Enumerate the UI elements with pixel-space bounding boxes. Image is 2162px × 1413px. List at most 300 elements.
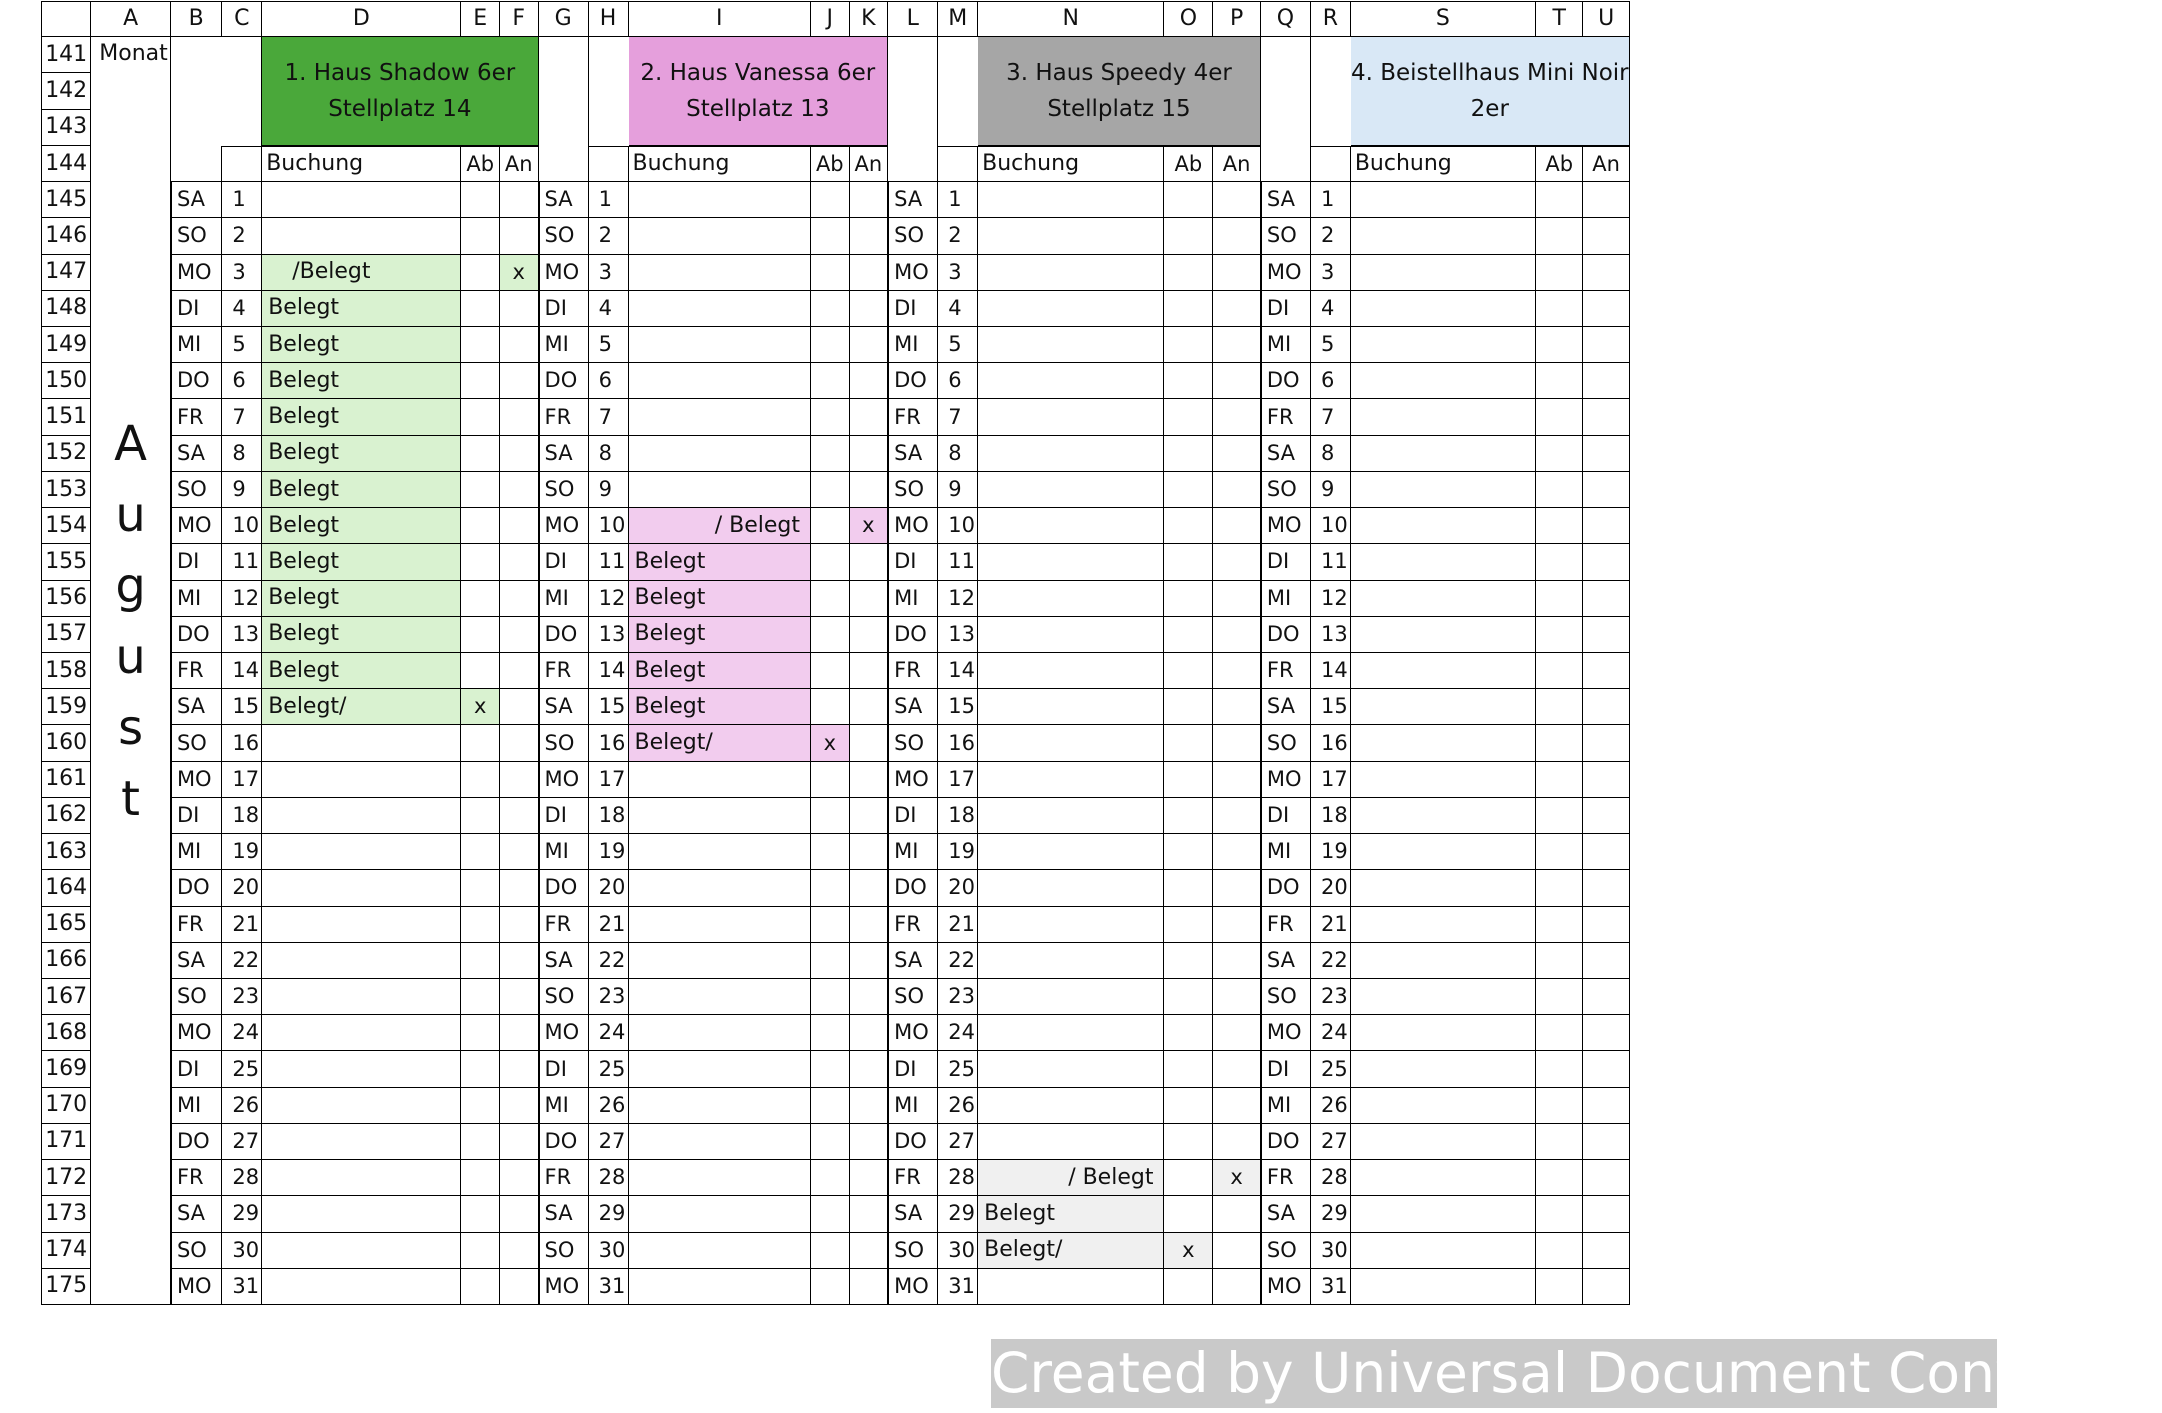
booking-cell[interactable] [1351, 363, 1536, 399]
booking-cell[interactable] [262, 1160, 461, 1196]
row-header-159[interactable]: 159 [41, 689, 91, 725]
arrival-cell[interactable] [1213, 218, 1261, 254]
weekday-cell[interactable]: DI [539, 291, 589, 327]
day-number-cell[interactable]: 20 [938, 870, 978, 906]
weekday-cell[interactable]: MI [888, 327, 938, 363]
column-header-p[interactable]: P [1213, 1, 1261, 37]
arrival-cell[interactable] [1583, 1160, 1629, 1196]
arrival-cell[interactable] [1213, 1196, 1261, 1232]
booking-cell[interactable] [262, 907, 461, 943]
select-all-corner[interactable] [41, 1, 91, 37]
day-number-cell[interactable]: 3 [222, 255, 262, 291]
departure-cell[interactable] [461, 979, 500, 1015]
booking-cell[interactable]: Belegt [629, 617, 812, 653]
departure-cell[interactable] [811, 1160, 850, 1196]
arrival-cell[interactable] [1583, 1124, 1629, 1160]
departure-cell[interactable] [1536, 1051, 1584, 1087]
weekday-cell[interactable]: SO [171, 725, 222, 761]
departure-cell[interactable] [461, 581, 500, 617]
day-number-cell[interactable]: 3 [1311, 255, 1351, 291]
weekday-cell[interactable]: SA [171, 436, 222, 472]
departure-cell[interactable]: x [811, 725, 850, 761]
departure-cell[interactable] [1164, 1160, 1213, 1196]
arrival-cell[interactable] [500, 762, 539, 798]
arrival-cell[interactable] [500, 943, 539, 979]
day-number-cell[interactable]: 29 [1311, 1196, 1351, 1232]
day-number-cell[interactable]: 9 [938, 472, 978, 508]
booking-cell[interactable] [629, 436, 812, 472]
departure-cell[interactable] [1164, 834, 1213, 870]
arrival-cell[interactable] [1583, 689, 1629, 725]
day-number-cell[interactable]: 4 [222, 291, 262, 327]
arrival-cell[interactable] [1213, 689, 1261, 725]
departure-cell[interactable] [811, 508, 850, 544]
departure-cell[interactable] [811, 182, 850, 218]
weekday-cell[interactable]: DI [888, 1051, 938, 1087]
weekday-cell[interactable]: DO [539, 1124, 589, 1160]
column-header-o[interactable]: O [1164, 1, 1213, 37]
row-header-158[interactable]: 158 [41, 653, 91, 689]
booking-cell[interactable]: Belegt [262, 617, 461, 653]
day-number-cell[interactable]: 2 [222, 218, 262, 254]
day-number-cell[interactable]: 8 [1311, 436, 1351, 472]
row-header-164[interactable]: 164 [41, 870, 91, 906]
booking-cell[interactable] [1351, 689, 1536, 725]
arrival-cell[interactable] [1583, 291, 1629, 327]
arrival-cell[interactable] [1583, 436, 1629, 472]
departure-cell[interactable] [461, 834, 500, 870]
row-header-141[interactable]: 141 [41, 37, 91, 73]
departure-cell[interactable] [461, 255, 500, 291]
booking-cell[interactable] [1351, 1088, 1536, 1124]
weekday-cell[interactable]: MO [171, 1015, 222, 1051]
weekday-cell[interactable]: DO [171, 870, 222, 906]
departure-cell[interactable] [1164, 762, 1213, 798]
departure-cell[interactable] [1536, 255, 1584, 291]
column-header-b[interactable]: B [171, 1, 222, 37]
arrival-cell[interactable] [500, 1269, 539, 1305]
departure-cell[interactable] [1164, 363, 1213, 399]
day-number-cell[interactable]: 9 [589, 472, 629, 508]
day-number-cell[interactable]: 14 [1311, 653, 1351, 689]
arrival-cell[interactable] [1213, 870, 1261, 906]
weekday-cell[interactable]: MO [888, 762, 938, 798]
booking-cell[interactable]: Belegt [629, 581, 812, 617]
departure-cell[interactable] [461, 182, 500, 218]
day-number-cell[interactable]: 21 [1311, 907, 1351, 943]
weekday-cell[interactable]: DI [1261, 798, 1311, 834]
day-number-cell[interactable]: 26 [1311, 1088, 1351, 1124]
departure-cell[interactable] [1536, 762, 1584, 798]
header-blank[interactable] [539, 146, 589, 182]
arrival-cell[interactable] [1213, 798, 1261, 834]
booking-cell[interactable] [629, 762, 812, 798]
departure-cell[interactable] [1536, 508, 1584, 544]
arrival-cell[interactable] [1583, 327, 1629, 363]
weekday-cell[interactable]: FR [888, 399, 938, 435]
day-number-cell[interactable]: 7 [589, 399, 629, 435]
weekday-cell[interactable]: FR [539, 653, 589, 689]
day-number-cell[interactable]: 12 [222, 581, 262, 617]
day-number-cell[interactable]: 27 [222, 1124, 262, 1160]
row-header-155[interactable]: 155 [41, 544, 91, 580]
booking-cell[interactable] [1351, 255, 1536, 291]
row-header-144[interactable]: 144 [41, 146, 91, 182]
booking-cell[interactable] [978, 907, 1164, 943]
departure-cell[interactable] [1536, 399, 1584, 435]
departure-cell[interactable] [1164, 1269, 1213, 1305]
arrival-cell[interactable] [1583, 1269, 1629, 1305]
arrival-cell[interactable] [500, 725, 539, 761]
departure-cell[interactable] [811, 1269, 850, 1305]
header-an[interactable]: An [1213, 146, 1261, 182]
booking-cell[interactable] [1351, 653, 1536, 689]
booking-cell[interactable] [629, 834, 812, 870]
arrival-cell[interactable] [850, 689, 889, 725]
day-number-cell[interactable]: 28 [1311, 1160, 1351, 1196]
booking-cell[interactable] [1351, 1051, 1536, 1087]
departure-cell[interactable] [811, 291, 850, 327]
booking-cell[interactable] [978, 581, 1164, 617]
weekday-cell[interactable]: DI [539, 1051, 589, 1087]
arrival-cell[interactable] [500, 399, 539, 435]
booking-cell[interactable] [629, 218, 812, 254]
day-number-cell[interactable]: 26 [938, 1088, 978, 1124]
arrival-cell[interactable] [500, 544, 539, 580]
row-header-156[interactable]: 156 [41, 581, 91, 617]
arrival-cell[interactable] [500, 834, 539, 870]
weekday-cell[interactable]: DO [171, 363, 222, 399]
arrival-cell[interactable] [1583, 834, 1629, 870]
departure-cell[interactable] [461, 399, 500, 435]
weekday-cell[interactable]: MO [539, 508, 589, 544]
booking-cell[interactable] [1351, 1233, 1536, 1269]
arrival-cell[interactable] [1583, 762, 1629, 798]
weekday-cell[interactable]: DO [1261, 1124, 1311, 1160]
day-number-cell[interactable]: 22 [1311, 943, 1351, 979]
weekday-cell[interactable]: SA [171, 182, 222, 218]
day-number-cell[interactable]: 16 [589, 725, 629, 761]
arrival-cell[interactable] [1583, 725, 1629, 761]
arrival-cell[interactable] [1213, 508, 1261, 544]
arrival-cell[interactable] [500, 979, 539, 1015]
booking-cell[interactable] [262, 979, 461, 1015]
booking-cell[interactable] [262, 1269, 461, 1305]
weekday-cell[interactable]: FR [1261, 907, 1311, 943]
arrival-cell[interactable] [850, 653, 889, 689]
weekday-cell[interactable]: MO [1261, 255, 1311, 291]
departure-cell[interactable] [461, 617, 500, 653]
booking-cell[interactable] [262, 1015, 461, 1051]
arrival-cell[interactable] [850, 291, 889, 327]
booking-cell[interactable] [978, 508, 1164, 544]
arrival-cell[interactable] [850, 1196, 889, 1232]
weekday-cell[interactable]: DO [1261, 870, 1311, 906]
weekday-cell[interactable]: MO [539, 255, 589, 291]
weekday-cell[interactable]: DI [888, 544, 938, 580]
arrival-cell[interactable] [850, 472, 889, 508]
departure-cell[interactable] [461, 870, 500, 906]
arrival-cell[interactable] [1583, 979, 1629, 1015]
weekday-cell[interactable]: MO [1261, 762, 1311, 798]
departure-cell[interactable] [1536, 907, 1584, 943]
row-header-175[interactable]: 175 [41, 1269, 91, 1305]
departure-cell[interactable] [811, 943, 850, 979]
arrival-cell[interactable] [500, 1124, 539, 1160]
weekday-cell[interactable]: MI [171, 581, 222, 617]
arrival-cell[interactable] [500, 907, 539, 943]
weekday-cell[interactable]: MO [1261, 1269, 1311, 1305]
arrival-cell[interactable] [500, 653, 539, 689]
day-number-cell[interactable]: 2 [1311, 218, 1351, 254]
booking-cell[interactable]: Belegt [262, 291, 461, 327]
weekday-cell[interactable]: DI [539, 798, 589, 834]
booking-cell[interactable] [978, 979, 1164, 1015]
day-number-cell[interactable]: 31 [589, 1269, 629, 1305]
departure-cell[interactable] [1164, 907, 1213, 943]
day-number-cell[interactable]: 14 [222, 653, 262, 689]
weekday-cell[interactable]: DO [539, 617, 589, 653]
header-an[interactable]: An [500, 146, 539, 182]
departure-cell[interactable]: x [1164, 1233, 1213, 1269]
departure-cell[interactable] [1536, 979, 1584, 1015]
day-number-cell[interactable]: 27 [589, 1124, 629, 1160]
weekday-cell[interactable]: FR [171, 399, 222, 435]
arrival-cell[interactable] [1583, 472, 1629, 508]
day-number-cell[interactable]: 5 [1311, 327, 1351, 363]
weekday-cell[interactable]: SA [539, 182, 589, 218]
day-number-cell[interactable]: 14 [589, 653, 629, 689]
day-number-cell[interactable]: 28 [589, 1160, 629, 1196]
departure-cell[interactable] [461, 798, 500, 834]
day-number-cell[interactable]: 22 [222, 943, 262, 979]
departure-cell[interactable] [1164, 870, 1213, 906]
row-header-169[interactable]: 169 [41, 1051, 91, 1087]
departure-cell[interactable] [461, 1196, 500, 1232]
booking-cell[interactable] [1351, 1124, 1536, 1160]
booking-cell[interactable] [629, 1233, 812, 1269]
arrival-cell[interactable] [500, 1233, 539, 1269]
arrival-cell[interactable] [500, 617, 539, 653]
weekday-cell[interactable]: DI [171, 544, 222, 580]
day-number-cell[interactable]: 28 [222, 1160, 262, 1196]
booking-cell[interactable] [1351, 544, 1536, 580]
header-ab[interactable]: Ab [1164, 146, 1213, 182]
arrival-cell[interactable] [500, 436, 539, 472]
departure-cell[interactable] [461, 291, 500, 327]
column-header-h[interactable]: H [589, 1, 629, 37]
arrival-cell[interactable] [500, 1015, 539, 1051]
arrival-cell[interactable] [1213, 363, 1261, 399]
booking-cell[interactable]: Belegt [629, 653, 812, 689]
arrival-cell[interactable] [500, 508, 539, 544]
booking-cell[interactable]: Belegt [262, 653, 461, 689]
departure-cell[interactable] [811, 1051, 850, 1087]
day-number-cell[interactable]: 21 [222, 907, 262, 943]
booking-cell[interactable]: / Belegt [978, 1160, 1164, 1196]
day-number-cell[interactable]: 18 [222, 798, 262, 834]
departure-cell[interactable] [1536, 182, 1584, 218]
arrival-cell[interactable] [1213, 617, 1261, 653]
departure-cell[interactable] [1164, 979, 1213, 1015]
day-number-cell[interactable]: 26 [589, 1088, 629, 1124]
day-number-cell[interactable]: 5 [938, 327, 978, 363]
booking-cell[interactable] [262, 1124, 461, 1160]
booking-cell[interactable] [262, 182, 461, 218]
header-blank[interactable] [589, 146, 629, 182]
row-header-147[interactable]: 147 [41, 255, 91, 291]
arrival-cell[interactable] [500, 291, 539, 327]
departure-cell[interactable] [1536, 725, 1584, 761]
day-number-cell[interactable]: 1 [222, 182, 262, 218]
day-number-cell[interactable]: 6 [1311, 363, 1351, 399]
arrival-cell[interactable] [500, 327, 539, 363]
departure-cell[interactable] [811, 472, 850, 508]
row-header-161[interactable]: 161 [41, 762, 91, 798]
weekday-cell[interactable]: MI [1261, 1088, 1311, 1124]
day-number-cell[interactable]: 7 [222, 399, 262, 435]
weekday-cell[interactable]: SA [1261, 436, 1311, 472]
weekday-cell[interactable]: DO [539, 363, 589, 399]
booking-cell[interactable]: Belegt/ [262, 689, 461, 725]
weekday-cell[interactable]: SA [171, 1196, 222, 1232]
booking-cell[interactable] [1351, 834, 1536, 870]
day-number-cell[interactable]: 16 [938, 725, 978, 761]
day-number-cell[interactable]: 23 [1311, 979, 1351, 1015]
day-number-cell[interactable]: 23 [938, 979, 978, 1015]
column-header-q[interactable]: Q [1261, 1, 1311, 37]
departure-cell[interactable] [1164, 508, 1213, 544]
booking-cell[interactable] [978, 1124, 1164, 1160]
departure-cell[interactable] [461, 907, 500, 943]
booking-cell[interactable] [1351, 1160, 1536, 1196]
day-number-cell[interactable]: 6 [938, 363, 978, 399]
arrival-cell[interactable] [500, 218, 539, 254]
weekday-cell[interactable]: FR [1261, 1160, 1311, 1196]
arrival-cell[interactable] [850, 1088, 889, 1124]
booking-cell[interactable]: Belegt [262, 363, 461, 399]
weekday-cell[interactable]: SO [539, 218, 589, 254]
arrival-cell[interactable] [1213, 762, 1261, 798]
departure-cell[interactable] [1164, 1124, 1213, 1160]
day-number-cell[interactable]: 20 [222, 870, 262, 906]
weekday-cell[interactable]: MO [888, 508, 938, 544]
arrival-cell[interactable] [1213, 436, 1261, 472]
day-number-cell[interactable]: 30 [222, 1233, 262, 1269]
departure-cell[interactable] [1164, 653, 1213, 689]
weekday-cell[interactable]: FR [539, 907, 589, 943]
header-buchung[interactable]: Buchung [1351, 146, 1536, 182]
day-number-cell[interactable]: 21 [938, 907, 978, 943]
departure-cell[interactable] [1536, 1196, 1584, 1232]
weekday-cell[interactable]: FR [539, 1160, 589, 1196]
row-header-166[interactable]: 166 [41, 943, 91, 979]
arrival-cell[interactable] [1213, 182, 1261, 218]
arrival-cell[interactable] [1213, 943, 1261, 979]
departure-cell[interactable] [461, 544, 500, 580]
booking-cell[interactable] [1351, 725, 1536, 761]
day-number-cell[interactable]: 30 [589, 1233, 629, 1269]
arrival-cell[interactable] [500, 1051, 539, 1087]
departure-cell[interactable] [1536, 617, 1584, 653]
booking-cell[interactable] [1351, 1015, 1536, 1051]
weekday-cell[interactable]: MO [888, 255, 938, 291]
day-number-cell[interactable]: 10 [222, 508, 262, 544]
arrival-cell[interactable] [1213, 1269, 1261, 1305]
day-number-cell[interactable]: 1 [938, 182, 978, 218]
weekday-cell[interactable]: FR [539, 399, 589, 435]
header-ab[interactable]: Ab [461, 146, 500, 182]
column-header-a[interactable]: A [91, 1, 171, 37]
departure-cell[interactable] [811, 581, 850, 617]
weekday-cell[interactable]: SA [888, 689, 938, 725]
row-header-162[interactable]: 162 [41, 798, 91, 834]
row-header-163[interactable]: 163 [41, 834, 91, 870]
day-number-cell[interactable]: 25 [589, 1051, 629, 1087]
column-header-l[interactable]: L [888, 1, 938, 37]
departure-cell[interactable] [811, 544, 850, 580]
arrival-cell[interactable] [1213, 653, 1261, 689]
day-number-cell[interactable]: 24 [938, 1015, 978, 1051]
arrival-cell[interactable] [1583, 943, 1629, 979]
day-number-cell[interactable]: 1 [589, 182, 629, 218]
weekday-cell[interactable]: SA [1261, 943, 1311, 979]
column-header-d[interactable]: D [262, 1, 461, 37]
arrival-cell[interactable] [1583, 508, 1629, 544]
departure-cell[interactable] [811, 617, 850, 653]
booking-cell[interactable]: Belegt [262, 581, 461, 617]
booking-cell[interactable] [978, 182, 1164, 218]
day-number-cell[interactable]: 13 [1311, 617, 1351, 653]
arrival-cell[interactable] [1213, 725, 1261, 761]
row-header-151[interactable]: 151 [41, 399, 91, 435]
departure-cell[interactable] [461, 218, 500, 254]
arrival-cell[interactable] [1583, 1196, 1629, 1232]
booking-cell[interactable] [629, 182, 812, 218]
weekday-cell[interactable]: MI [171, 327, 222, 363]
arrival-cell[interactable] [500, 798, 539, 834]
departure-cell[interactable] [811, 327, 850, 363]
weekday-cell[interactable]: SO [1261, 1233, 1311, 1269]
weekday-cell[interactable]: DO [1261, 617, 1311, 653]
booking-cell[interactable]: Belegt/ [978, 1233, 1164, 1269]
header-ab[interactable]: Ab [1536, 146, 1584, 182]
weekday-cell[interactable]: MO [888, 1015, 938, 1051]
weekday-cell[interactable]: DI [1261, 1051, 1311, 1087]
arrival-cell[interactable] [850, 907, 889, 943]
departure-cell[interactable] [461, 943, 500, 979]
arrival-cell[interactable] [850, 1160, 889, 1196]
booking-cell[interactable] [629, 1269, 812, 1305]
departure-cell[interactable] [461, 1015, 500, 1051]
departure-cell[interactable] [461, 762, 500, 798]
row-header-154[interactable]: 154 [41, 508, 91, 544]
departure-cell[interactable] [1164, 689, 1213, 725]
day-number-cell[interactable]: 12 [1311, 581, 1351, 617]
departure-cell[interactable] [1164, 472, 1213, 508]
booking-cell[interactable] [1351, 291, 1536, 327]
arrival-cell[interactable]: x [1213, 1160, 1261, 1196]
day-number-cell[interactable]: 8 [938, 436, 978, 472]
arrival-cell[interactable] [500, 1088, 539, 1124]
booking-cell[interactable] [1351, 798, 1536, 834]
weekday-cell[interactable]: MI [1261, 327, 1311, 363]
booking-cell[interactable] [978, 399, 1164, 435]
day-number-cell[interactable]: 20 [1311, 870, 1351, 906]
arrival-cell[interactable] [850, 363, 889, 399]
arrival-cell[interactable] [850, 1124, 889, 1160]
arrival-cell[interactable] [850, 327, 889, 363]
